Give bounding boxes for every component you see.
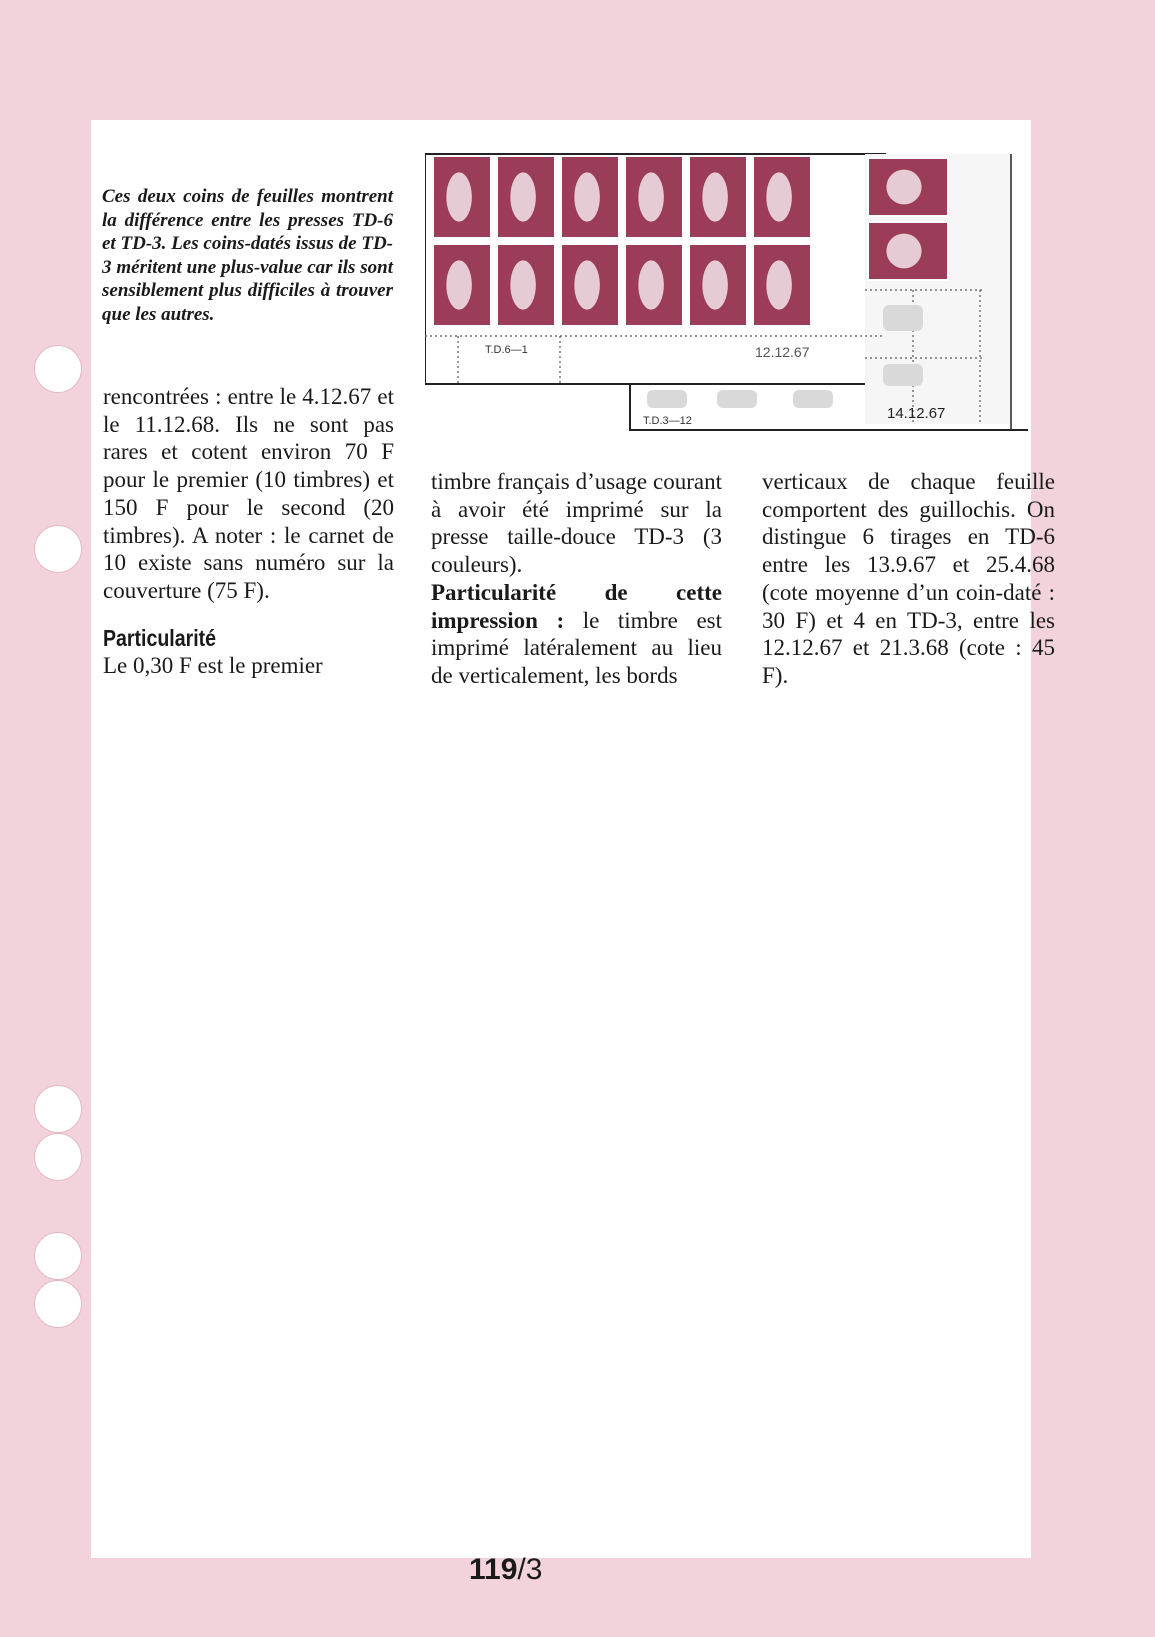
stamp-td3 xyxy=(868,158,948,216)
binder-hole-1 xyxy=(34,345,82,393)
stamp-td6 xyxy=(625,156,683,238)
text-column-1 xyxy=(103,383,394,680)
folio-number: 119 xyxy=(469,1553,518,1586)
stamp-td6 xyxy=(497,244,555,326)
binder-hole-2 xyxy=(34,525,82,573)
stamp-td6 xyxy=(561,156,619,238)
date-td3: 14.12.67 xyxy=(887,405,946,422)
stamp-td6 xyxy=(753,156,811,238)
stamp-td6 xyxy=(689,156,747,238)
binder-hole-4 xyxy=(34,1133,82,1181)
stamp-td6 xyxy=(689,244,747,326)
stamp-td3 xyxy=(868,222,948,280)
col2-bold-lead: Particularité de cette impression : xyxy=(431,579,722,633)
binder-hole-5 xyxy=(34,1232,82,1280)
binder-hole-3 xyxy=(34,1085,82,1133)
col1-intro-paragraph: rencontrées : entre le 4.12.67 et le 11.12.68. Ils ne sont pas rares et cotent environ 70 F pour le premier (10 timbres) et 150 F pour le second (20 timbres). A noter : le carnet de 10 existe sans numéro sur la couverture (75 F). xyxy=(103,384,394,603)
text-column-2 xyxy=(431,468,722,690)
page-folio xyxy=(469,1553,542,1587)
stamp-td6 xyxy=(625,244,683,326)
col2-part2: le timbre est imprimé latéralement au lieu de verticalement, les bords xyxy=(431,607,722,688)
marking-td6: T.D.6—1 xyxy=(485,344,528,356)
stamp-td6 xyxy=(433,156,491,238)
col1-after-heading: Le 0,30 F est le premier xyxy=(103,653,323,679)
date-td6: 12.12.67 xyxy=(755,344,810,360)
figure-caption: Ces deux coins de feuilles montrent la différence entre les presses TD-6 et TD-3. Les coins-datés issus de TD-3 méritent une plus-value car ils sont sensiblement plus difficiles à trouver que les autres. xyxy=(102,186,393,325)
stamp-sheet-figure xyxy=(425,150,1035,440)
binder-hole-6 xyxy=(34,1280,82,1328)
stamp-td6 xyxy=(561,244,619,326)
col2-paragraph xyxy=(431,579,722,690)
folio-sub: /3 xyxy=(517,1553,543,1586)
col3-paragraph: verticaux de chaque feuille comportent des guillochis. On distingue 6 tirages en TD-6 entre les 13.9.67 et 25.4.68 (cote moyenne d’un coin-daté : 30 F) et 4 en TD-3, entre les 12.12.67 et 21.3.68 (cote : 45 F). xyxy=(762,469,1055,688)
section-heading: Particularité xyxy=(103,624,217,651)
stamp-td6 xyxy=(753,244,811,326)
marking-td3: T.D.3—12 xyxy=(643,415,692,427)
text-column-3 xyxy=(762,468,1055,690)
col2-part1: timbre français d’usage courant à avoir été imprimé sur la presse taille-douce TD-3 (3 couleurs). xyxy=(431,469,722,578)
stamp-td6 xyxy=(497,156,555,238)
stamp-td6 xyxy=(433,244,491,326)
